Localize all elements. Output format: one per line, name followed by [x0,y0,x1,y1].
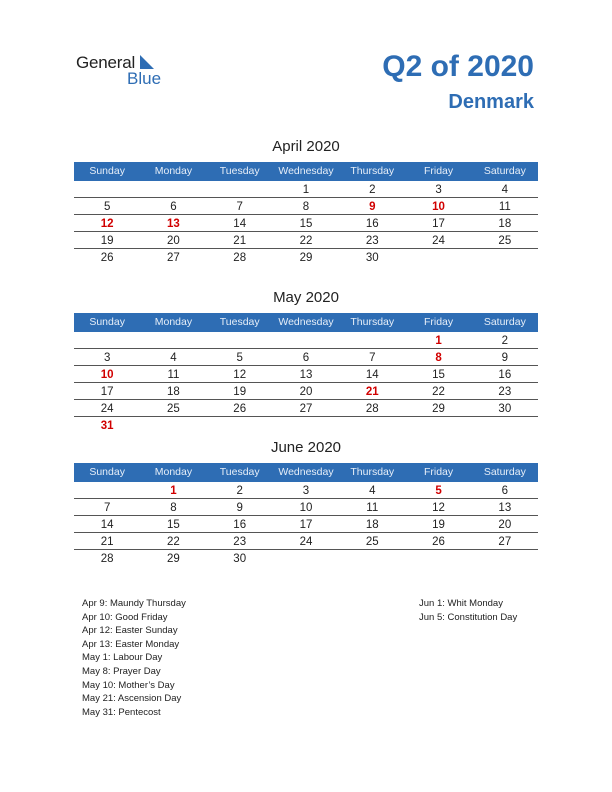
weekday-label: Thursday [350,466,395,478]
weekday-label: Thursday [350,165,395,177]
holiday-day-cell: 5 [435,485,442,497]
weekday-label: Saturday [483,466,526,478]
weekday-label: Friday [423,316,454,328]
day-cell: 19 [100,235,114,247]
weekday-label: Monday [154,165,193,177]
weekday-label: Friday [423,165,454,177]
country-name: Denmark [448,91,534,113]
logo-text-blue: Blue [127,69,162,88]
week-row [74,417,538,434]
month-title: June 2020 [270,439,342,456]
day-cell: 20 [498,519,512,531]
day-cell: 7 [369,352,376,364]
holiday-item: Apr 10: Good Friday [82,611,168,623]
logo [76,53,176,89]
day-cell: 4 [170,352,177,364]
month-title: April 2020 [272,138,340,155]
weekday-label: Wednesday [278,316,334,328]
holiday-day-cell: 21 [365,386,379,398]
day-cell [140,417,206,434]
day-cell: 23 [365,235,379,247]
day-cell: 20 [299,386,313,398]
day-cell [339,417,405,434]
week-row [74,249,538,266]
day-cell [273,332,339,348]
holiday-item: Jun 1: Whit Monday [419,598,503,609]
day-cell [273,417,339,434]
holiday-day-cell: 13 [167,218,180,230]
day-cell [405,249,471,266]
day-cell [339,332,405,348]
day-cell: 26 [100,252,114,264]
day-cell: 19 [432,519,445,531]
day-cell: 19 [233,386,247,398]
day-cell: 18 [365,519,379,531]
day-cell: 18 [498,218,512,230]
day-cell: 27 [167,252,180,264]
day-cell: 16 [498,369,512,381]
week-row [74,366,538,383]
weekday-label: Thursday [350,316,395,328]
day-cell: 30 [498,403,512,415]
day-cell: 24 [299,536,313,548]
week-row [74,181,538,198]
day-cell [140,332,206,348]
day-cell: 29 [432,403,445,415]
day-cell: 4 [501,184,509,196]
weekday-label: Wednesday [278,165,334,177]
day-cell: 9 [236,502,243,514]
holiday-item: May 21: Ascension Day [82,693,182,705]
day-cell: 22 [299,235,313,247]
week-row [74,550,538,567]
day-cell: 5 [103,201,111,213]
month-may [74,288,538,434]
holiday-day-cell: 31 [100,420,114,432]
day-cell: 7 [236,201,243,213]
day-cell: 12 [432,502,445,514]
day-cell: 23 [498,386,512,398]
weekday-header [74,463,538,482]
day-cell: 18 [167,386,180,398]
day-cell [339,550,405,567]
day-cell [207,417,273,434]
week-row [74,383,538,400]
logo-triangle-icon [140,55,154,69]
day-cell: 24 [432,235,445,247]
day-cell: 28 [365,403,379,415]
day-cell: 16 [233,519,247,531]
day-cell: 8 [170,502,177,514]
day-cell [405,417,471,434]
weekday-label: Saturday [483,316,526,328]
weekday-label: Tuesday [219,316,260,328]
holiday-item: May 1: Labour Day [82,652,163,664]
day-cell: 7 [103,502,111,514]
weekday-label: Tuesday [219,165,260,177]
day-cell: 21 [233,235,247,247]
day-cell: 17 [299,519,313,531]
day-cell: 30 [233,553,247,565]
day-cell: 25 [167,403,180,415]
day-cell: 13 [498,502,512,514]
holiday-item: May 10: Mother’s Day [82,679,175,691]
day-cell: 29 [299,252,313,264]
day-cell: 28 [233,252,247,264]
weekday-header [74,162,538,181]
day-cell: 22 [432,386,445,398]
day-cell [74,482,140,498]
day-cell: 2 [236,485,243,497]
weekday-label: Saturday [483,165,526,177]
holiday-list-right [419,597,517,624]
week-row [74,332,538,349]
day-cell: 27 [498,536,512,548]
day-cell: 3 [435,184,442,196]
day-cell [207,332,273,348]
weekday-label: Wednesday [278,466,334,478]
day-cell: 5 [236,352,243,364]
day-cell [405,550,471,567]
holiday-day-cell: 8 [435,352,442,364]
holiday-day-cell: 1 [435,335,442,347]
logo-text-general: General [76,53,136,72]
day-cell [74,332,140,348]
day-cell: 17 [100,386,114,398]
holiday-day-cell: 10 [432,201,445,213]
day-cell [207,181,273,197]
weekday-label: Sunday [89,466,125,478]
day-cell: 4 [369,485,376,497]
month-april [74,137,538,266]
week-row [74,400,538,417]
weekday-label: Monday [154,466,193,478]
day-cell [273,550,339,567]
weekday-label: Sunday [89,316,125,328]
day-cell: 21 [100,536,114,548]
day-cell: 2 [369,184,376,196]
weekday-label: Monday [154,316,193,328]
day-cell: 15 [167,519,180,531]
weekday-label: Tuesday [219,466,260,478]
week-row [74,533,538,550]
day-cell: 24 [100,403,114,415]
day-cell [140,181,206,197]
day-cell: 6 [501,485,509,497]
day-cell: 14 [100,519,114,531]
day-cell: 3 [103,352,111,364]
day-cell: 28 [100,553,114,565]
day-cell: 15 [432,369,445,381]
weekday-label: Friday [423,466,454,478]
holiday-day-cell: 10 [100,369,114,381]
day-cell: 1 [302,184,310,196]
day-cell: 29 [167,553,180,565]
day-cell: 13 [299,369,313,381]
weekday-label: Sunday [89,165,125,177]
day-cell [472,550,538,567]
week-row [74,198,538,215]
week-row [74,349,538,366]
holiday-list-left [82,597,186,719]
weekday-header [74,313,538,332]
day-cell: 17 [432,218,445,230]
holiday-item: Jun 5: Constitution Day [419,611,518,623]
page-title: Q2 of 2020 [382,50,534,83]
holiday-item: Apr 13: Easter Monday [82,638,180,650]
day-cell: 3 [302,485,310,497]
day-cell [74,181,140,197]
day-cell: 27 [299,403,313,415]
day-cell: 16 [365,218,379,230]
day-cell: 14 [233,218,247,230]
day-cell: 10 [299,502,313,514]
day-cell: 30 [365,252,379,264]
day-cell: 26 [233,403,247,415]
day-cell: 11 [366,502,379,514]
holiday-item: May 8: Prayer Day [82,665,161,677]
day-cell: 6 [302,352,310,364]
day-cell [472,417,538,434]
day-cell: 23 [233,536,247,548]
day-cell: 22 [167,536,180,548]
holiday-item: May 31: Pentecost [82,706,161,718]
day-cell: 11 [167,369,180,381]
month-title: May 2020 [273,289,339,306]
day-cell: 20 [167,235,180,247]
day-cell: 9 [501,352,509,364]
holiday-item: Apr 12: Easter Sunday [82,625,178,637]
day-cell: 14 [365,369,379,381]
day-cell: 25 [498,235,512,247]
day-cell: 8 [302,201,310,213]
day-cell: 6 [170,201,177,213]
holiday-day-cell: 12 [100,218,114,230]
day-cell: 15 [299,218,313,230]
day-cell: 25 [365,536,379,548]
day-cell: 11 [498,201,511,213]
month-june [74,438,538,567]
week-row [74,499,538,516]
holiday-day-cell: 1 [170,485,177,497]
week-row [74,215,538,232]
week-row [74,516,538,533]
day-cell: 26 [432,536,445,548]
holiday-day-cell: 9 [369,201,376,213]
day-cell: 12 [233,369,247,381]
week-row [74,232,538,249]
day-cell: 2 [501,335,509,347]
holiday-item: Apr 9: Maundy Thursday [82,598,186,609]
week-row [74,482,538,499]
day-cell [472,249,538,266]
